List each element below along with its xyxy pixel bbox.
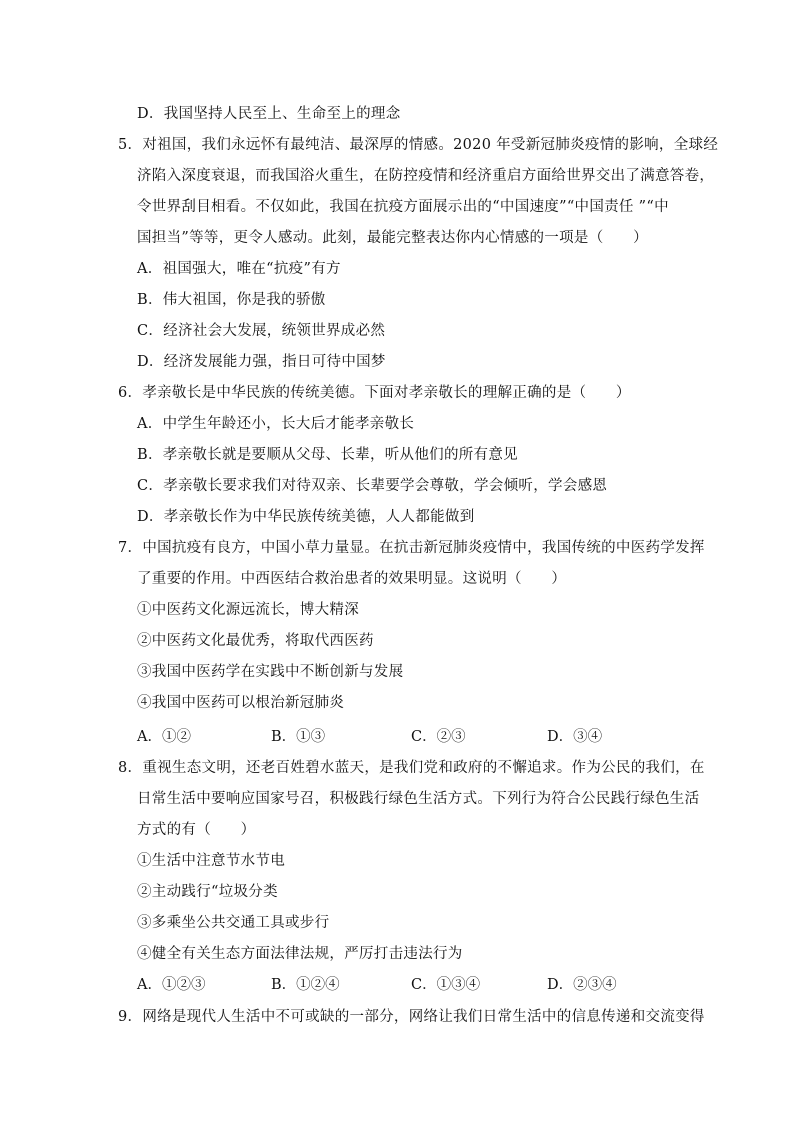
q8-statement-4: ④健全有关生态方面法律法规，严厉打击违法行为 [137, 946, 463, 962]
q8-stem-line-1: 8．重视生态文明，还老百姓碧水蓝天，是我们党和政府的不懈追求。作为公民的我们，在 [118, 760, 705, 776]
q7-statement-2: ②中医药文化最优秀，将取代西医药 [137, 633, 374, 649]
q7-statement-4: ④我国中医药可以根治新冠肺炎 [137, 695, 345, 711]
q8-choice-b: B．①②④ [271, 977, 340, 993]
q5-stem-line-4: 国担当”等等，更令人感动。此刻，最能完整表达你内心情感的一项是（ ） [137, 230, 648, 246]
q6-option-d: D．孝亲敬长作为中华民族传统美德，人人都能做到 [137, 509, 475, 525]
q8-stem-line-2: 日常生活中要响应国家号召，积极践行绿色生活方式。下列行为符合公民践行绿色生活 [137, 791, 700, 807]
q5-option-b: B．伟大祖国，你是我的骄傲 [137, 292, 326, 308]
q9-stem-line-1: 9．网络是现代人生活中不可或缺的一部分，网络让我们日常生活中的信息传递和交流变得 [118, 1009, 705, 1025]
q7-choice-d: D．③④ [547, 729, 603, 745]
q4-option-d: D．我国坚持人民至上、生命至上的理念 [137, 106, 401, 122]
q7-choices [137, 727, 657, 747]
q7-choice-a: A．①② [137, 729, 191, 745]
q6-option-b: B．孝亲敬长就是要顺从父母、长辈，听从他们的所有意见 [137, 447, 518, 463]
q8-statement-3: ③多乘坐公共交通工具或步行 [137, 915, 330, 931]
q5-stem-line-2: 济陷入深度衰退，而我国浴火重生，在防控疫情和经济重启方面给世界交出了满意答卷， [137, 168, 715, 184]
q7-stem-line-2: 了重要的作用。中西医结合救治患者的效果明显。这说明（ ） [137, 571, 567, 587]
q8-statement-1: ①生活中注意节水节电 [137, 853, 285, 869]
q6-option-c: C．孝亲敬长要求我们对待双亲、长辈要学会尊敬，学会倾听，学会感恩 [137, 478, 608, 494]
q6-stem-line-1: 6．孝亲敬长是中华民族的传统美德。下面对孝亲敬长的理解正确的是（ ） [118, 385, 631, 401]
q8-choice-c: C．①③④ [411, 977, 481, 993]
q5-stem-line-1: 5．对祖国，我们永远怀有最纯洁、最深厚的情感。2020 年受新冠肺炎疫情的影响，全球经 [118, 137, 719, 153]
q8-stem-line-3: 方式的有（ ） [137, 822, 256, 838]
q8-choice-d: D．②③④ [547, 977, 617, 993]
q6-option-a: A．中学生年龄还小，长大后才能孝亲敬长 [137, 416, 415, 432]
q7-statement-1: ①中医药文化源远流长，博大精深 [137, 602, 359, 618]
q8-choice-a: A．①②③ [137, 977, 206, 993]
q5-option-d: D．经济发展能力强，指日可待中国梦 [137, 354, 386, 370]
q8-choices [137, 975, 657, 995]
q5-option-a: A．祖国强大，唯在“抗疫”有方 [137, 261, 341, 277]
q7-statement-3: ③我国中医药学在实践中不断创新与发展 [137, 664, 404, 680]
q8-statement-2: ②主动践行“垃圾分类 [137, 884, 278, 900]
q7-choice-b: B．①③ [271, 729, 326, 745]
q7-stem-line-1: 7．中国抗疫有良方，中国小草力量显。在抗击新冠肺炎疫情中，我国传统的中医药学发挥 [118, 540, 705, 556]
q5-stem-line-3: 令世界刮目相看。不仅如此，我国在抗疫方面展示出的“中国速度”“中国责任 ”“中 [137, 199, 669, 215]
q5-option-c: C．经济社会大发展，统领世界成必然 [137, 323, 386, 339]
q7-choice-c: C．②③ [411, 729, 466, 745]
